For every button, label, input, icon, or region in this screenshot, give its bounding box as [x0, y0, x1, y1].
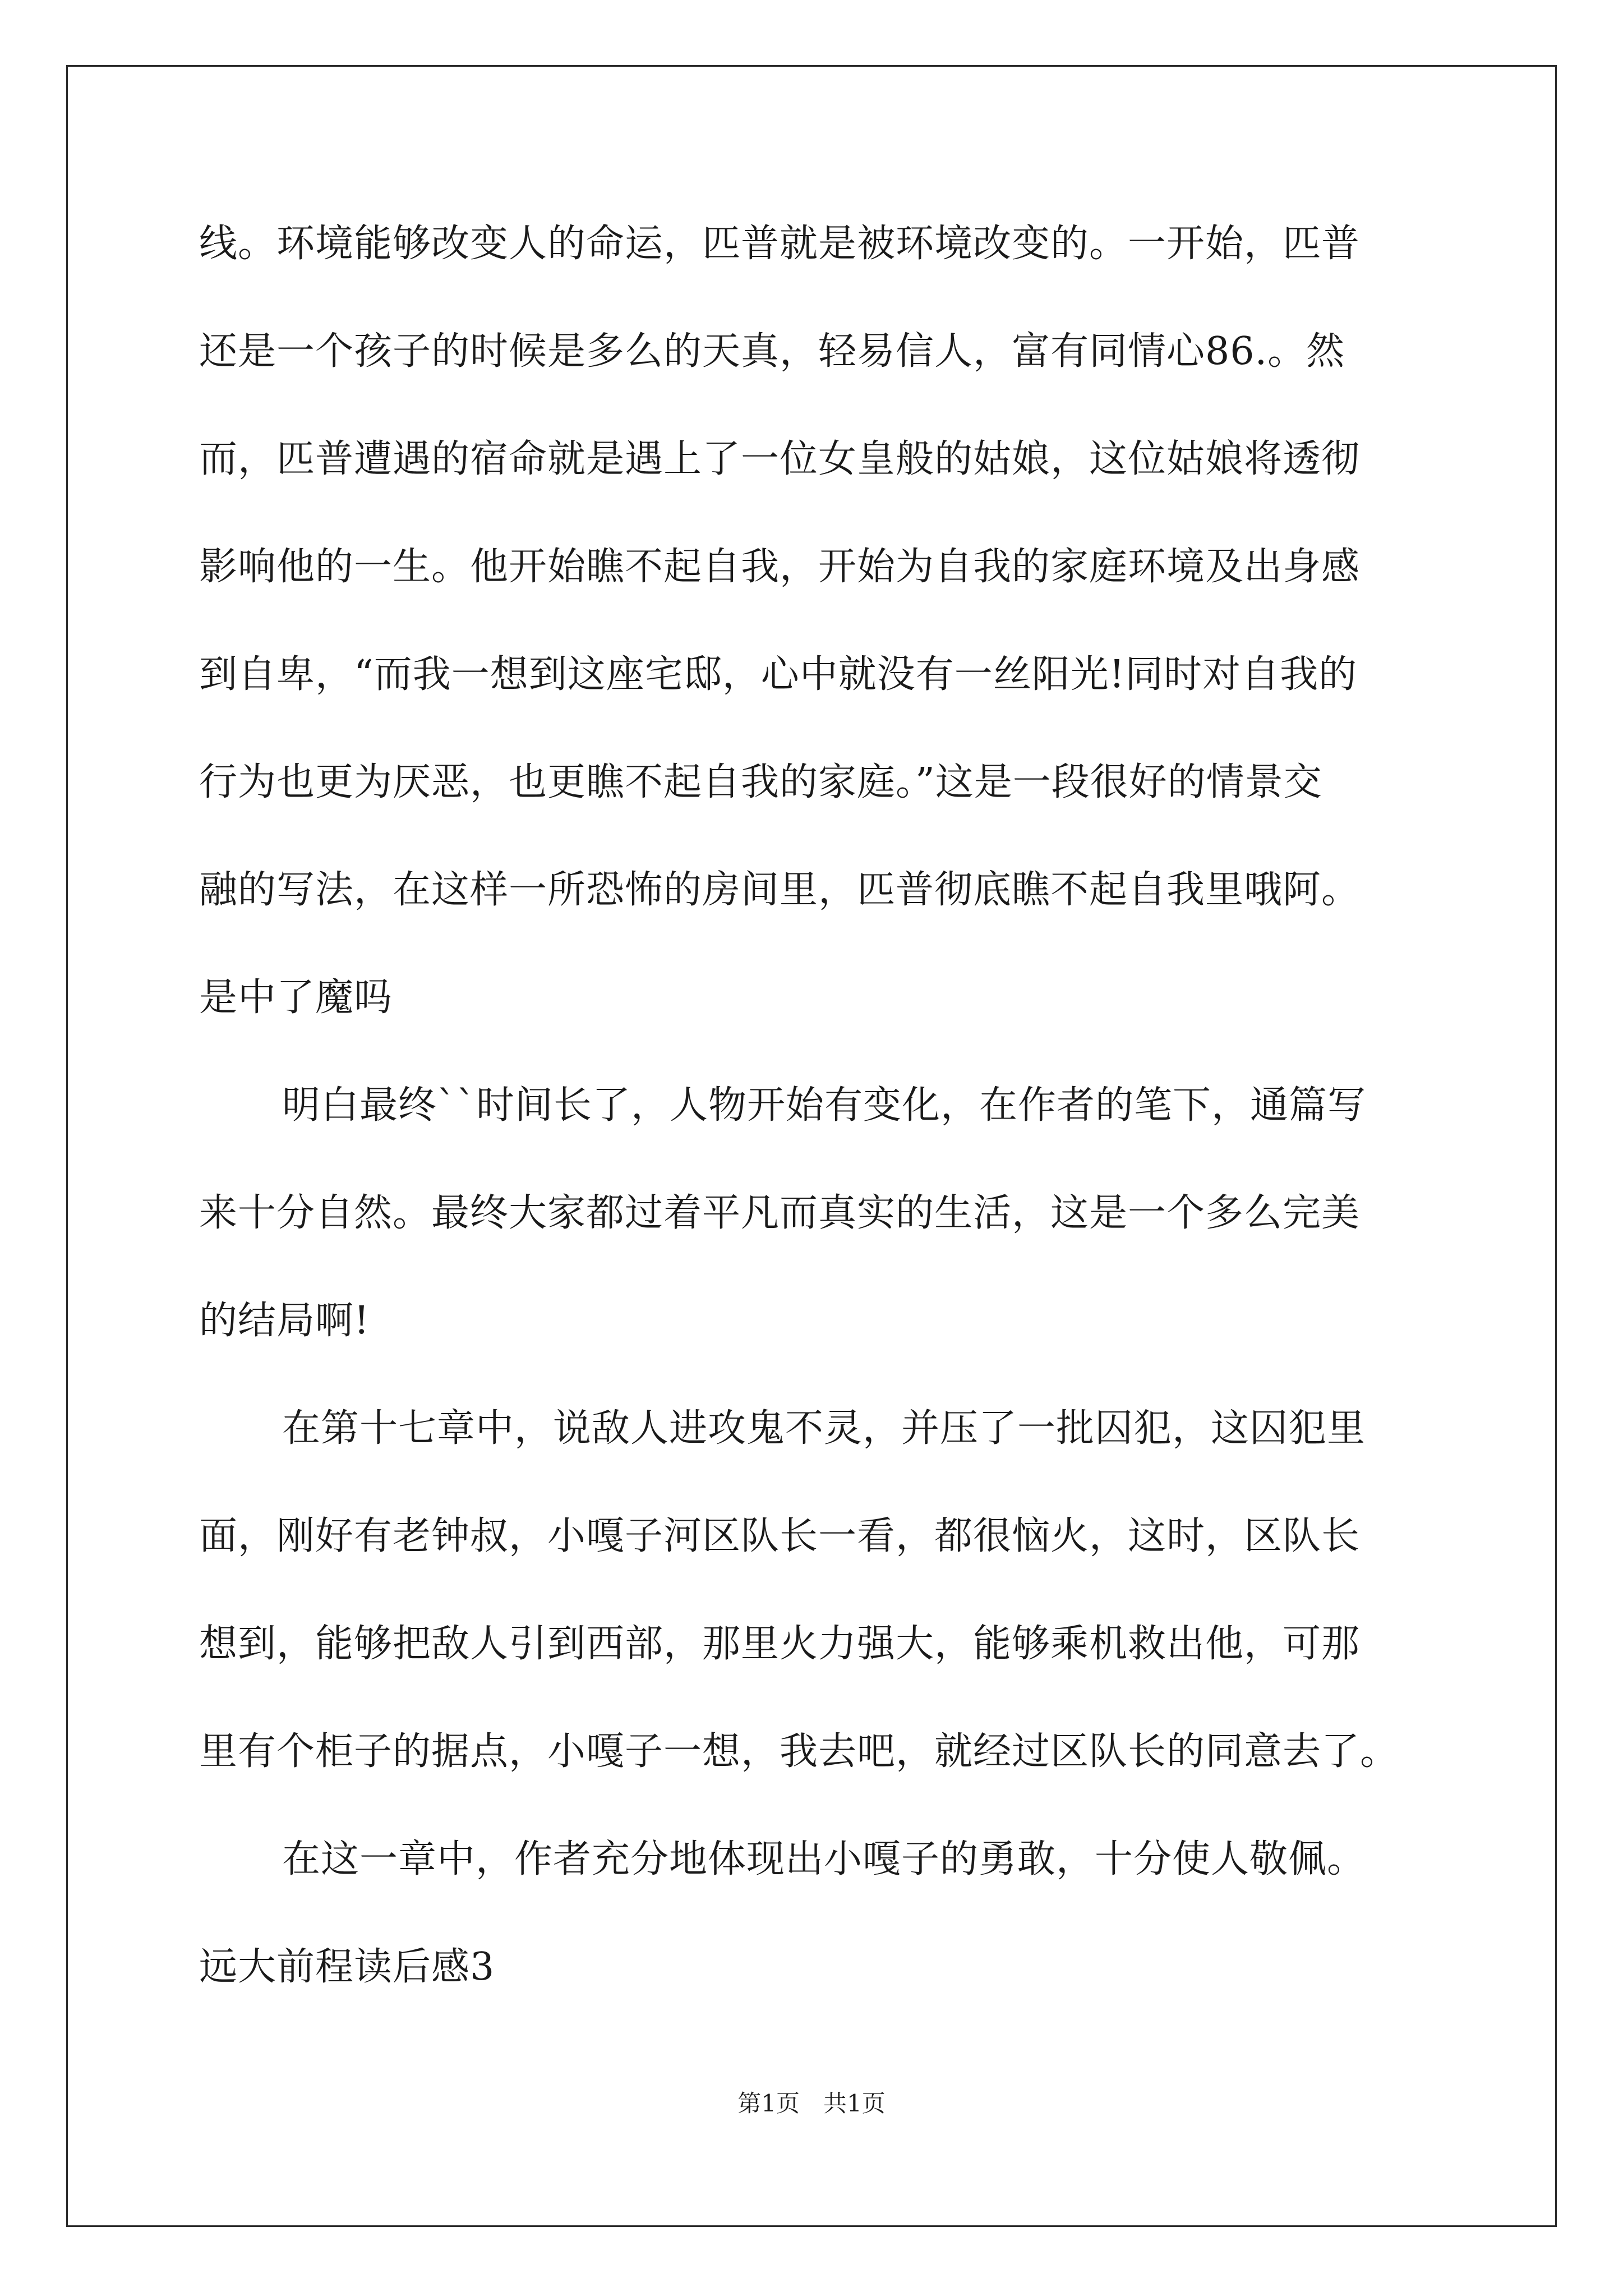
page-border [66, 65, 1557, 2227]
paragraph-start-line: 明白最终``时间长了，人物开始有变化，在作者的笔下，通篇写 [282, 1083, 1367, 1128]
text-line: 影响他的一生。他开始瞧不起自我，开始为自我的家庭环境及出身感 [199, 545, 1361, 589]
text-line: 来十分自然。最终大家都过着平凡而真实的生活，这是一个多么完美 [199, 1191, 1361, 1235]
text-line: 面，刚好有老钟叔，小嘎子河区队长一看，都很恼火，这时，区队长 [199, 1514, 1361, 1558]
text-line: 而，匹普遭遇的宿命就是遇上了一位女皇般的姑娘，这位姑娘将透彻 [199, 437, 1361, 481]
text-line: 里有个柜子的据点，小嘎子一想，我去吧，就经过区队长的同意去了。 [199, 1729, 1399, 1774]
text-line: 线。环境能够改变人的命运，匹普就是被环境改变的。一开始，匹普 [199, 222, 1361, 266]
paragraph-start-line: 在这一章中，作者充分地体现出小嘎子的勇敢，十分使人敬佩。 [282, 1837, 1366, 1881]
section-heading: 远大前程读后感3 [199, 1945, 495, 1989]
text-line: 还是一个孩子的时候是多么的天真，轻易信人，富有同情心86.。然 [199, 329, 1345, 374]
paragraph-start-line: 在第十七章中，说敌人进攻鬼不灵，并压了一批囚犯，这囚犯里 [282, 1406, 1366, 1451]
text-line: 想到，能够把敌人引到西部，那里火力强大，能够乘机救出他，可那 [199, 1622, 1361, 1666]
text-line: 到自卑，“而我一想到这座宅邸，心中就没有一丝阳光!同时对自我的 [199, 652, 1358, 697]
text-line: 的结局啊! [199, 1299, 370, 1343]
text-line: 融的写法，在这样一所恐怖的房间里，匹普彻底瞧不起自我里哦阿。 [199, 868, 1361, 912]
text-line: 是中了魔吗 [199, 976, 393, 1020]
page-number-footer: 第1页 共1页 [737, 2090, 886, 2117]
text-line: 行为也更为厌恶，也更瞧不起自我的家庭。”这是一段很好的情景交 [199, 760, 1322, 804]
